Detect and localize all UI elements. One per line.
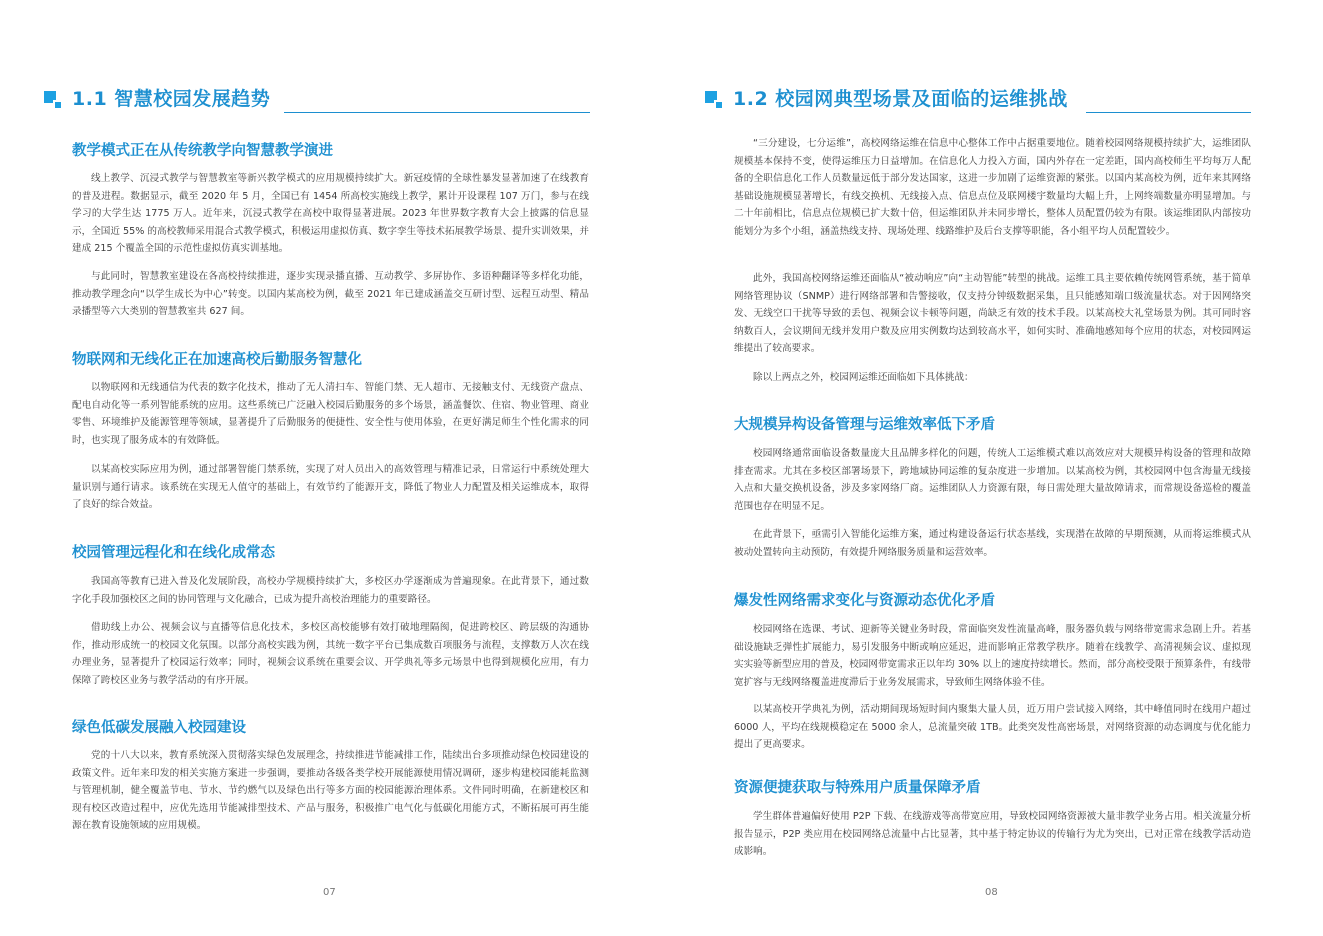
section-header <box>44 86 590 112</box>
section-underline <box>1086 112 1251 113</box>
subheading: 爆发性网络需求变化与资源动态优化矛盾 <box>734 593 995 609</box>
paragraph: 在此背景下，亟需引入智能化运维方案，通过构建设备运行状态基线，实现潜在故障的早期预测，从而将运维模式从被动处置转向主动预防，有效提升网络服务质量和运营效率。 <box>734 529 1251 558</box>
paragraph: 校园网络在选课、考试、迎新等关键业务时段，常面临突发性流量高峰，服务器负载与网络带宽需求急剧上升。若基础设施缺乏弹性扩展能力，易引发服务中断或响应延迟，进而影响正常教学秩序。随着在线教学、高清视频会议、虚拟现实实验等新型应用的普及，校园网带宽需求正以年均 30% 以上的速度持续增长。然而，部分高校受限于预算条件，有线带宽扩容与无线网络覆盖进度滞后于业务发展需求，导致师生网络体验不佳。 <box>734 624 1251 688</box>
paragraph: 借助线上办公、视频会议与直播等信息化技术，多校区高校能够有效打破地理隔阂，促进跨校区、跨层级的沟通协作，推动形成统一的校园文化氛围。以部分高校实践为例，其统一数字平台已集成数百项服务与流程，支撑数万人次在线办理业务，显著提升了校园运行效率；同时，视频会议系统在重要会议、开学典礼等多元场景中也得到规模化应用，有力保障了跨校区业务与教学活动的有序开展。 <box>72 622 589 686</box>
paragraph: “三分建设，七分运维”，高校网络运维在信息中心整体工作中占据重要地位。随着校园网络规模持续扩大，运维团队规模基本保持不变，使得运维压力日益增加。在信息化人力投入方面，国内外存在一定差距，国内高校师生平均每万人配备的全职信息化工作人员数量远低于部分发达国家，这进一步加剧了运维资源的紧张。以国内某高校为例，近年来其网络基础设施规模显著增长，有线交换机、无线接入点、信息点位及联网楼宇数量均大幅上升，上网终端数量亦明显增加。与二十年前相比，信息点位规模已扩大数十倍，但运维团队并未同步增长，整体人员配置仍较为有限。该运维团队内部按功能划分为多个小组，涵盖热线支持、现场处理、线路维护及后台支撑等职能，各小组平均人员配置较少。 <box>734 138 1251 237</box>
paragraph: 与此同时，智慧教室建设在各高校持续推进，逐步实现录播直播、互动教学、多屏协作、多语种翻译等多样化功能，推动教学理念向“以学生成长为中心”转变。以国内某高校为例，截至 2021 年已建成涵盖交互研讨型、远程互动型、精品录播型等六大类别的智慧教室共 627 间。 <box>72 271 589 318</box>
paragraph: 以某高校开学典礼为例，活动期间现场短时间内聚集大量人员，近万用户尝试接入网络，其中峰值同时在线用户超过 6000 人，平均在线规模稳定在 5000 余人，总流量突破 1TB。此类突发性高密场景，对网络资源的动态调度与优化能力提出了更高要求。 <box>734 704 1251 751</box>
paragraph: 除以上两点之外，校园网运维还面临如下具体挑战： <box>753 372 974 383</box>
paragraph: 此外，我国高校网络运维还面临从“被动响应”向“主动智能”转型的挑战。运维工具主要依赖传统网管系统，基于简单网络管理协议（SNMP）进行网络部署和告警接收，仅支持分钟级数据采集，且只能感知端口级流量状态。对于因网络突发、无线空口干扰等导致的丢包、视频会议卡顿等问题，尚缺乏有效的技术手段。以某高校大礼堂场景为例。其可同时容纳数百人，会议期间无线并发用户数及应用实例数均达到较高水平，如何实时、准确地感知每个应用的状态，对校园网运维提出了较高要求。 <box>734 273 1251 355</box>
paragraph: 我国高等教育已进入普及化发展阶段，高校办学规模持续扩大，多校区办学逐渐成为普遍现象。在此背景下，通过数字化手段加强校区之间的协同管理与文化融合，已成为提升高校治理能力的重要路径。 <box>72 576 589 605</box>
paragraph: 以某高校实际应用为例，通过部署智能门禁系统，实现了对人员出入的高效管理与精准记录，日常运行中系统处理大量识别与通行请求。该系统在实现无人值守的基础上，有效节约了能源开支，降低了物业人力配置及相关运维成本，取得了良好的综合效益。 <box>72 464 589 511</box>
subheading: 物联网和无线化正在加速高校后勤服务智慧化 <box>72 352 362 368</box>
subheading: 大规模异构设备管理与运维效率低下矛盾 <box>734 417 995 433</box>
section-underline <box>284 112 590 113</box>
section-header <box>705 86 1251 112</box>
paragraph: 学生群体普遍偏好使用 P2P 下载、在线游戏等高带宽应用，导致校园网络资源被大量非教学业务占用。相关流量分析报告显示，P2P 类应用在校园网络总流量中占比显著，其中基于特定协议的传输行为尤为突出，已对正常在线教学活动造成影响。 <box>734 811 1251 858</box>
subheading: 资源便捷获取与特殊用户质量保障矛盾 <box>734 780 981 796</box>
page-number: 08 <box>985 887 998 898</box>
section-bullet-icon <box>705 91 721 107</box>
page-number: 07 <box>323 887 336 898</box>
section-title: 1.1 智慧校园发展趋势 <box>72 88 271 110</box>
subheading: 教学模式正在从传统教学向智慧教学演进 <box>72 143 333 159</box>
section-title: 1.2 校园网典型场景及面临的运维挑战 <box>733 88 1068 110</box>
right-page <box>661 0 1322 936</box>
paragraph: 以物联网和无线通信为代表的数字化技术，推动了无人清扫车、智能门禁、无人超市、无接触支付、无线资产盘点、配电自动化等一系列智能系统的应用。这些系统已广泛融入校园后勤服务的多个场景，涵盖餐饮、住宿、物业管理、商业零售、环境维护及能源管理等领域，显著提升了后勤服务的便捷性、安全性与使用体验，在更好满足师生个性化需求的同时，也实现了服务成本的有效降低。 <box>72 382 589 446</box>
paragraph: 党的十八大以来，教育系统深入贯彻落实绿色发展理念，持续推进节能减排工作，陆续出台多项推动绿色校园建设的政策文件。近年来印发的相关实施方案进一步强调，要推动各级各类学校开展能源使用情况调研，逐步构建校园能耗监测与管理机制，健全覆盖节电、节水、节约燃气以及绿色出行等多方面的校园能源治理体系。文件同时明确，在新建校区和现有校区改造过程中，应优先选用节能减排型技术、产品与服务，积极推广电气化与低碳化用能方式，不断拓展可再生能源在教育设施领域的应用规模。 <box>72 750 589 832</box>
section-bullet-icon <box>44 91 60 107</box>
paragraph: 线上教学、沉浸式教学与智慧教室等新兴教学模式的应用规模持续扩大。新冠疫情的全球性暴发显著加速了在线教育的普及进程。数据显示，截至 2020 年 5 月，全国已有 1454 所高校实施线上教学，累计开设课程 107 万门，参与在线学习的大学生达 1775 万人。近年来，沉浸式教学在高校中取得显著进展。2023 年世界数字教育大会上披露的信息显示，全国近 55% 的高校教师采用混合式教学模式，积极运用虚拟仿真、数字孪生等技术拓展教学场景、提升实训效果，并建成 215 个覆盖全国的示范性虚拟仿真实训基地。 <box>72 173 589 255</box>
left-page <box>0 0 661 936</box>
subheading: 绿色低碳发展融入校园建设 <box>72 720 246 736</box>
paragraph: 校园网络通常面临设备数量庞大且品牌多样化的问题，传统人工运维模式难以高效应对大规模异构设备的管理和故障排查需求。尤其在多校区部署场景下，跨地域协同运维的复杂度进一步增加。以某高校为例，其校园网中包含海量无线接入点和大量交换机设备，涉及多家网络厂商。运维团队人力资源有限，每日需处理大量故障请求，而常规设备巡检的覆盖范围也存在明显不足。 <box>734 448 1251 512</box>
subheading: 校园管理远程化和在线化成常态 <box>72 545 275 561</box>
